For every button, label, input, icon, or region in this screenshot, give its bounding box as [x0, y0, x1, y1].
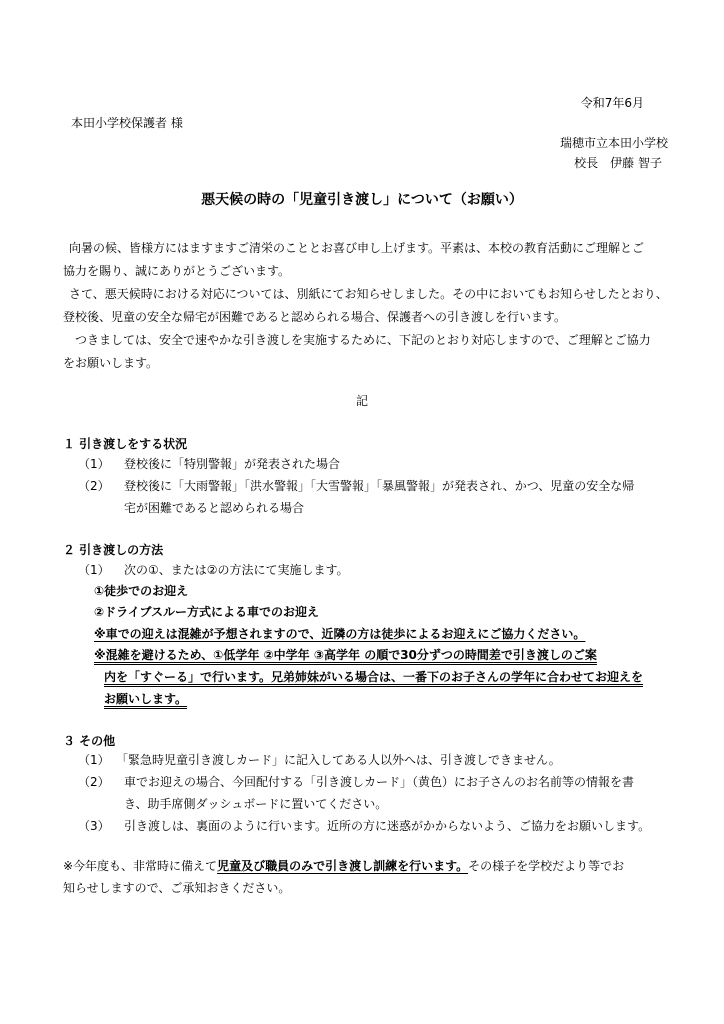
item-text-cont: き、助手席側ダッシュボードに置いてください。: [124, 797, 388, 811]
list-item: [78, 478, 634, 494]
ki-marker: 記: [355, 394, 368, 408]
list-item: [78, 456, 340, 472]
section-heading: ３ その他: [63, 734, 116, 748]
list-item: [78, 774, 634, 790]
section-heading: １ 引き渡しをする状況: [63, 437, 188, 451]
footer-note: [63, 858, 624, 874]
document-date: 令和7年6月: [580, 96, 644, 110]
intro-line: 協力を賜り、誠にありがとうございます。: [63, 264, 291, 278]
option-drive-through: ②ドライブスルー方式による車でのお迎え: [94, 605, 319, 619]
intro-line: さて、悪天候時における対応については、別紙にてお知らせしました。その中においてもお知らせしたとおり、: [69, 287, 668, 301]
footer-text: その様子を学校だより等でお: [468, 859, 625, 873]
item-number: （1）: [78, 563, 110, 577]
item-text: 引き渡しは、裏面のように行います。近所の方に迷惑がかからないよう、ご協力をお願いします。: [124, 819, 651, 833]
list-item: [78, 818, 650, 834]
note-staggered-pickup-cont: お願いします。: [104, 692, 188, 706]
item-text: 車でお迎えの場合、今回配付する「引き渡しカード」（黄色）にお子さんのお名前等の情報を書: [124, 775, 635, 789]
document-title: 悪天候の時の「児童引き渡し」について（お願い）: [201, 192, 523, 208]
intro-line: 登校後、児童の安全な帰宅が困難であると認められる場合、保護者への引き渡しを行います。: [63, 310, 567, 324]
note-staggered-pickup: ※混雑を避けるため、①低学年 ②中学年 ③高学年 の順で30分ずつの時間差で引き渡しのご案: [94, 648, 597, 662]
note-car-congestion: ※車での迎えは混雑が予想されますので、近隣の方は徒歩によるお迎えにご協力ください。: [94, 627, 586, 641]
footer-text: ※今年度も、非常時に備えて: [63, 859, 218, 873]
item-number: （2）: [78, 775, 110, 789]
item-number: （2）: [78, 479, 110, 493]
list-item: [78, 562, 349, 578]
principal-name: 校長 伊藤 智子: [574, 156, 662, 170]
item-text: 登校後に「特別警報」が発表された場合: [124, 457, 341, 471]
option-walk: ①徒歩でのお迎え: [94, 584, 189, 598]
item-text: 登校後に「大雨警報」「洪水警報」「大雪警報」「暴風警報」が発表され、かつ、児童の安全な帰: [124, 479, 635, 493]
list-item: [78, 752, 561, 768]
section-heading: ２ 引き渡しの方法: [63, 543, 164, 557]
item-number: （1）: [78, 753, 110, 767]
footer-note-cont: 知らせしますので、ご承知おきください。: [63, 881, 291, 895]
item-text: 次の①、または②の方法にて実施します。: [124, 563, 349, 577]
note-staggered-pickup-cont: 内を「すぐーる」で行います。兄弟姉妹がいる場合は、一番下のお子さんの学年に合わせてお迎えを: [104, 670, 644, 684]
footer-emphasis: 児童及び職員のみで引き渡し訓練を行います。: [217, 859, 469, 873]
intro-line: をお願いします。: [63, 356, 159, 370]
item-number: （1）: [78, 457, 110, 471]
intro-line: つきましては、安全で速やかな引き渡しを実施するために、下記のとおり対応しますので、ご理解とご協力: [75, 333, 651, 347]
intro-line: 向暑の候、皆様方にはますますご清栄のこととお喜び申し上げます。平素は、本校の教育活動にご理解とご: [69, 241, 645, 255]
school-name: 瑞穂市立本田小学校: [559, 136, 668, 150]
recipient: 本田小学校保護者 様: [71, 116, 183, 130]
item-number: （3）: [78, 819, 110, 833]
item-text: 「緊急時児童引き渡しカード」に記入してある人以外へは、引き渡しできません。: [116, 753, 561, 767]
item-text-cont: 宅が困難であると認められる場合: [124, 501, 305, 515]
